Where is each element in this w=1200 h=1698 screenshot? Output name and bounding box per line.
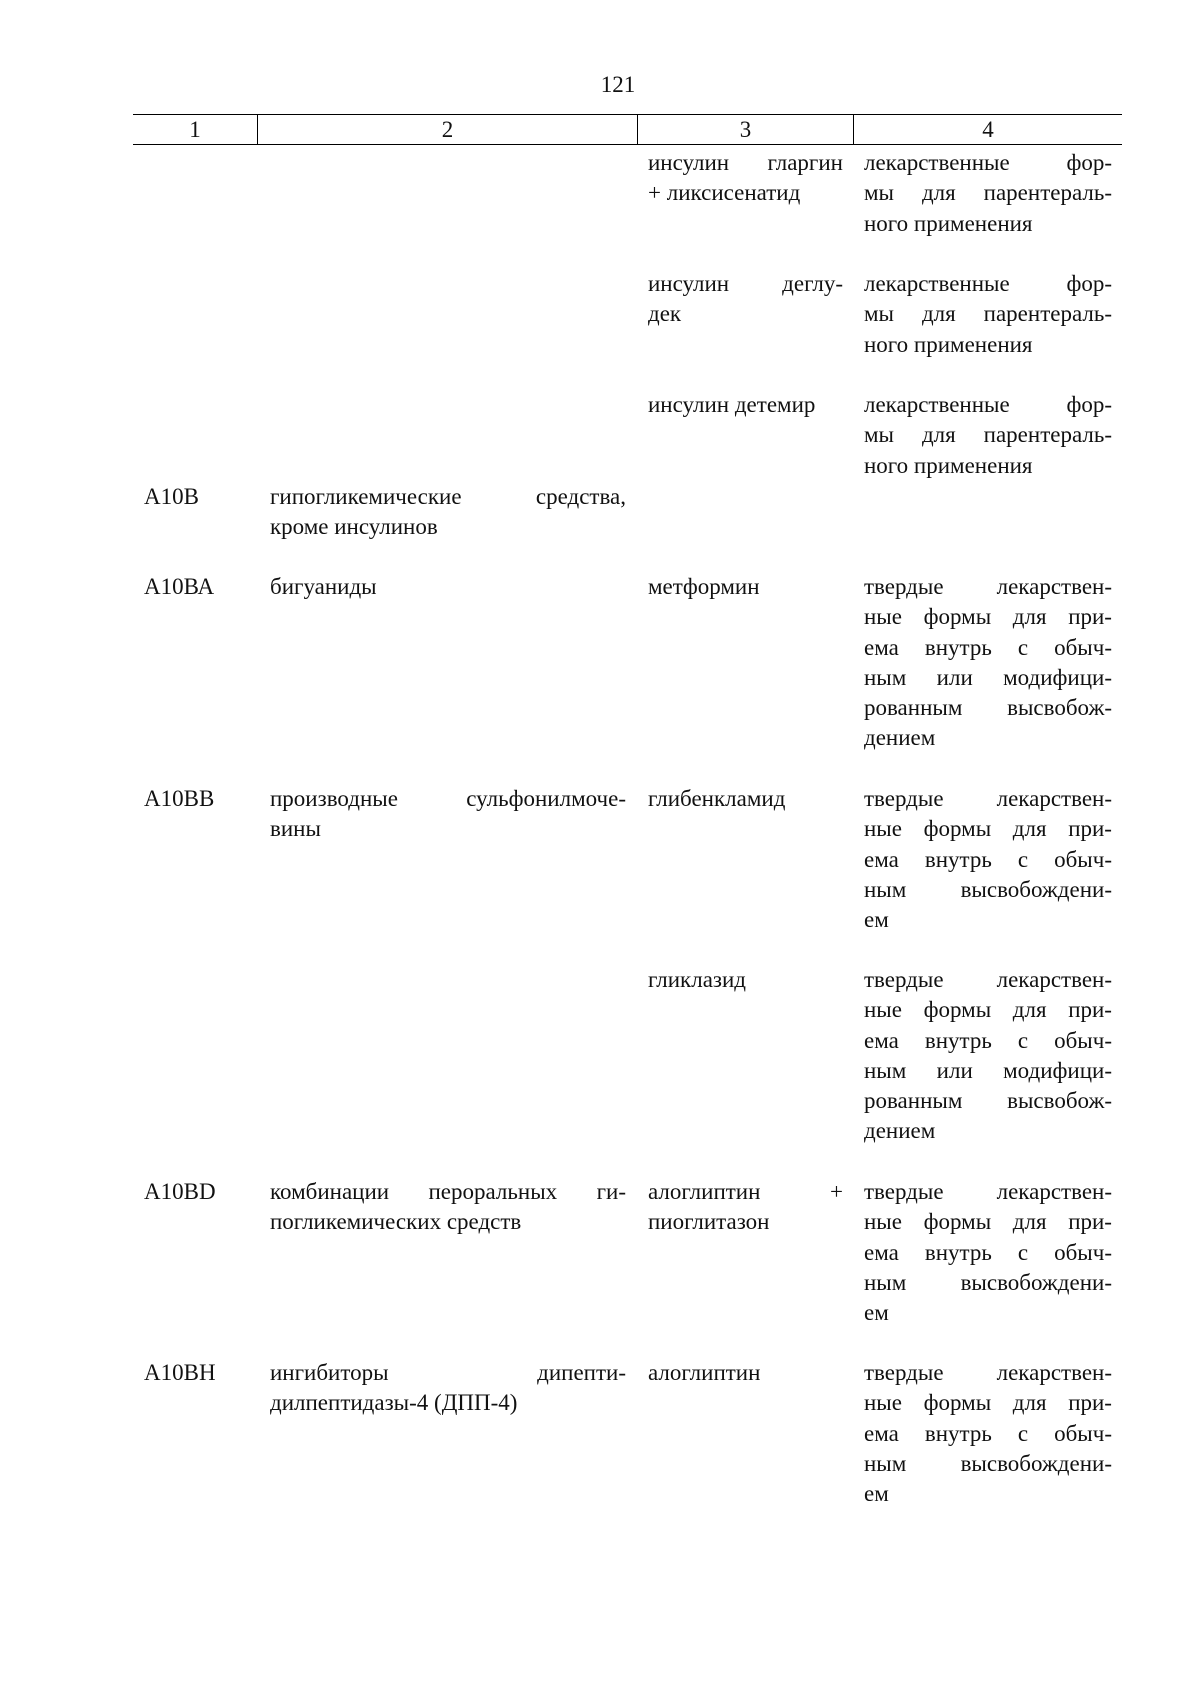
word: лекарствен-: [996, 786, 1112, 811]
word: дипепти-: [537, 1360, 626, 1385]
word: ным: [864, 664, 907, 690]
atc-code: [144, 1358, 254, 1388]
word: ным: [864, 876, 907, 902]
form-line: [864, 814, 1112, 844]
word: мы: [864, 301, 895, 327]
form-line: [864, 875, 1112, 905]
word: с: [1017, 1239, 1029, 1265]
word: формы: [923, 816, 992, 842]
group-line: [270, 482, 626, 512]
form-line: [864, 269, 1112, 299]
word: гипогликемические: [270, 484, 462, 509]
form-line: [864, 1358, 1112, 1388]
form-line: [864, 845, 1112, 875]
word: для: [921, 180, 956, 206]
atc-code: [144, 572, 254, 602]
word: твердые: [864, 967, 944, 992]
word: формы: [923, 1209, 992, 1235]
group-line: вины: [270, 816, 321, 842]
form-line: [864, 1419, 1112, 1449]
word: алоглиптин: [648, 1179, 761, 1204]
word: лекарственные: [864, 271, 1010, 296]
word: ные: [864, 997, 902, 1023]
form-line: дением: [864, 1118, 936, 1144]
drug-line: метформин: [648, 574, 760, 599]
word: парентераль-: [983, 422, 1112, 448]
word: при-: [1068, 1390, 1112, 1416]
code-text: А10ВН: [144, 1360, 216, 1385]
word: гларгин: [767, 150, 843, 175]
drug-line: [648, 1177, 843, 1207]
word: для: [1012, 1390, 1047, 1416]
word: с: [1017, 1420, 1029, 1446]
dosage-form: [864, 965, 1112, 1147]
word: ные: [864, 816, 902, 842]
word: формы: [923, 604, 992, 630]
word: обыч-: [1054, 1239, 1112, 1265]
word: высвобож-: [1007, 695, 1112, 721]
dosage-form: [864, 1358, 1112, 1509]
word: фор-: [1066, 392, 1112, 417]
word: обыч-: [1054, 634, 1112, 660]
form-line: [864, 1207, 1112, 1237]
drug-name: [648, 390, 843, 420]
word: высвобождени-: [960, 876, 1112, 902]
word: при-: [1068, 604, 1112, 630]
atc-group: [270, 1358, 626, 1419]
drug-name: [648, 572, 843, 602]
word: мы: [864, 180, 895, 206]
dosage-form: [864, 572, 1112, 754]
word: при-: [1068, 1209, 1112, 1235]
word: лекарственные: [864, 392, 1010, 417]
word: ные: [864, 604, 902, 630]
form-line: ного применения: [864, 210, 1033, 236]
form-line: ем: [864, 907, 889, 933]
form-line: [864, 602, 1112, 632]
form-line: [864, 995, 1112, 1025]
code-text: А10ВВ: [144, 786, 215, 811]
header-col-3: 3: [638, 115, 854, 144]
word: формы: [923, 997, 992, 1023]
word: при-: [1068, 997, 1112, 1023]
group-line: бигуаниды: [270, 574, 377, 599]
group-line: [270, 1358, 626, 1388]
header-col-4: 4: [982, 117, 994, 142]
drug-name: [648, 1358, 843, 1388]
form-line: [864, 1238, 1112, 1268]
header-col-1: 1: [133, 115, 258, 144]
word: ема: [864, 634, 899, 660]
word: ема: [864, 1239, 899, 1265]
drug-line: [648, 148, 843, 178]
word: с: [1017, 846, 1029, 872]
word: внутрь: [924, 1239, 992, 1265]
word: для: [921, 422, 956, 448]
word: для: [1012, 1209, 1047, 1235]
drug-line: + ликсисенатид: [648, 180, 801, 206]
word: парентераль-: [983, 301, 1112, 327]
word: с: [1017, 1027, 1029, 1053]
word: для: [1012, 816, 1047, 842]
drug-name: [648, 148, 843, 209]
word: для: [1012, 997, 1047, 1023]
word: инсулин: [648, 271, 730, 296]
group-line: погликемических средств: [270, 1209, 522, 1235]
atc-code: [144, 1177, 254, 1207]
word: твердые: [864, 574, 944, 599]
atc-group: [270, 784, 626, 845]
word: ема: [864, 846, 899, 872]
word: внутрь: [924, 846, 992, 872]
drug-line: инсулин детемир: [648, 392, 816, 417]
dosage-form: [864, 148, 1112, 239]
atc-group: [270, 572, 626, 602]
word: лекарствен-: [996, 967, 1112, 992]
code-text: А10В: [144, 484, 199, 509]
word: лекарственные: [864, 150, 1010, 175]
form-line: [864, 1177, 1112, 1207]
header-col-2: 2: [258, 115, 638, 144]
form-line: [864, 1268, 1112, 1298]
word: внутрь: [924, 634, 992, 660]
word: для: [1012, 604, 1047, 630]
drug-line: [648, 269, 843, 299]
drug-line: пиоглитазон: [648, 1209, 770, 1235]
group-line: [270, 784, 626, 814]
word: высвобож-: [1007, 1088, 1112, 1114]
drug-line: глибенкламид: [648, 786, 786, 811]
word: формы: [923, 1390, 992, 1416]
drug-line: алоглиптин: [648, 1360, 761, 1385]
atc-group: [270, 482, 626, 543]
word: модифици-: [1003, 664, 1112, 690]
drug-line: дек: [648, 301, 682, 327]
form-line: [864, 390, 1112, 420]
word: модифици-: [1003, 1057, 1112, 1083]
word: лекарствен-: [996, 1179, 1112, 1204]
word: ема: [864, 1420, 899, 1446]
form-line: [864, 1449, 1112, 1479]
form-line: [864, 178, 1112, 208]
word: лекарствен-: [996, 574, 1112, 599]
word: парентераль-: [983, 180, 1112, 206]
word: с: [1017, 634, 1029, 660]
word: рованным: [864, 695, 963, 721]
drug-name: [648, 269, 843, 330]
form-line: [864, 693, 1112, 723]
word: мы: [864, 422, 895, 448]
word: высвобождени-: [960, 1450, 1112, 1476]
word: +: [830, 1179, 843, 1204]
word: лекарствен-: [996, 1360, 1112, 1385]
word: ги-: [596, 1179, 626, 1204]
form-line: [864, 420, 1112, 450]
form-line: ем: [864, 1300, 889, 1326]
word: при-: [1068, 816, 1112, 842]
word: или: [936, 1057, 973, 1083]
table-header: [133, 114, 1122, 145]
drug-name: [648, 965, 843, 995]
word: обыч-: [1054, 846, 1112, 872]
group-line: кроме инсулинов: [270, 514, 438, 540]
dosage-form: [864, 269, 1112, 360]
word: комбинации: [270, 1179, 390, 1204]
dosage-form: [864, 784, 1112, 935]
word: ным: [864, 1269, 907, 1295]
word: внутрь: [924, 1420, 992, 1446]
dosage-form: [864, 1177, 1112, 1328]
word: обыч-: [1054, 1420, 1112, 1446]
form-line: ного применения: [864, 452, 1033, 478]
atc-code: [144, 482, 254, 512]
form-line: [864, 1086, 1112, 1116]
word: твердые: [864, 786, 944, 811]
word: ема: [864, 1027, 899, 1053]
drug-name: [648, 784, 843, 814]
form-line: [864, 663, 1112, 693]
form-line: [864, 784, 1112, 814]
word: ные: [864, 1390, 902, 1416]
form-line: [864, 1026, 1112, 1056]
word: высвобождени-: [960, 1269, 1112, 1295]
word: пероральных: [428, 1179, 558, 1204]
word: фор-: [1066, 150, 1112, 175]
word: ингибиторы: [270, 1360, 389, 1385]
word: или: [936, 664, 973, 690]
group-line: дилпептидазы-4 (ДПП-4): [270, 1390, 518, 1416]
form-line: [864, 572, 1112, 602]
drug-line: гликлазид: [648, 967, 747, 992]
form-line: дением: [864, 725, 936, 751]
word: ным: [864, 1057, 907, 1083]
word: для: [921, 301, 956, 327]
drug-name: [648, 1177, 843, 1238]
form-line: [864, 299, 1112, 329]
page-number: 121: [600, 72, 636, 97]
word: рованным: [864, 1088, 963, 1114]
atc-group: [270, 1177, 626, 1238]
word: твердые: [864, 1179, 944, 1204]
word: сульфонилмоче-: [466, 786, 626, 811]
word: производные: [270, 786, 398, 811]
form-line: ем: [864, 1481, 889, 1507]
word: обыч-: [1054, 1027, 1112, 1053]
atc-code: [144, 784, 254, 814]
code-text: А10ВА: [144, 574, 215, 599]
word: деглу-: [782, 271, 843, 296]
word: ные: [864, 1209, 902, 1235]
form-line: [864, 1056, 1112, 1086]
code-text: А10BD: [144, 1179, 216, 1204]
word: фор-: [1066, 271, 1112, 296]
word: ным: [864, 1450, 907, 1476]
word: средства,: [535, 484, 626, 509]
dosage-form: [864, 390, 1112, 481]
word: инсулин: [648, 150, 730, 175]
form-line: [864, 148, 1112, 178]
form-line: ного применения: [864, 331, 1033, 357]
group-line: [270, 1177, 626, 1207]
word: внутрь: [924, 1027, 992, 1053]
form-line: [864, 1388, 1112, 1418]
form-line: [864, 633, 1112, 663]
word: твердые: [864, 1360, 944, 1385]
form-line: [864, 965, 1112, 995]
